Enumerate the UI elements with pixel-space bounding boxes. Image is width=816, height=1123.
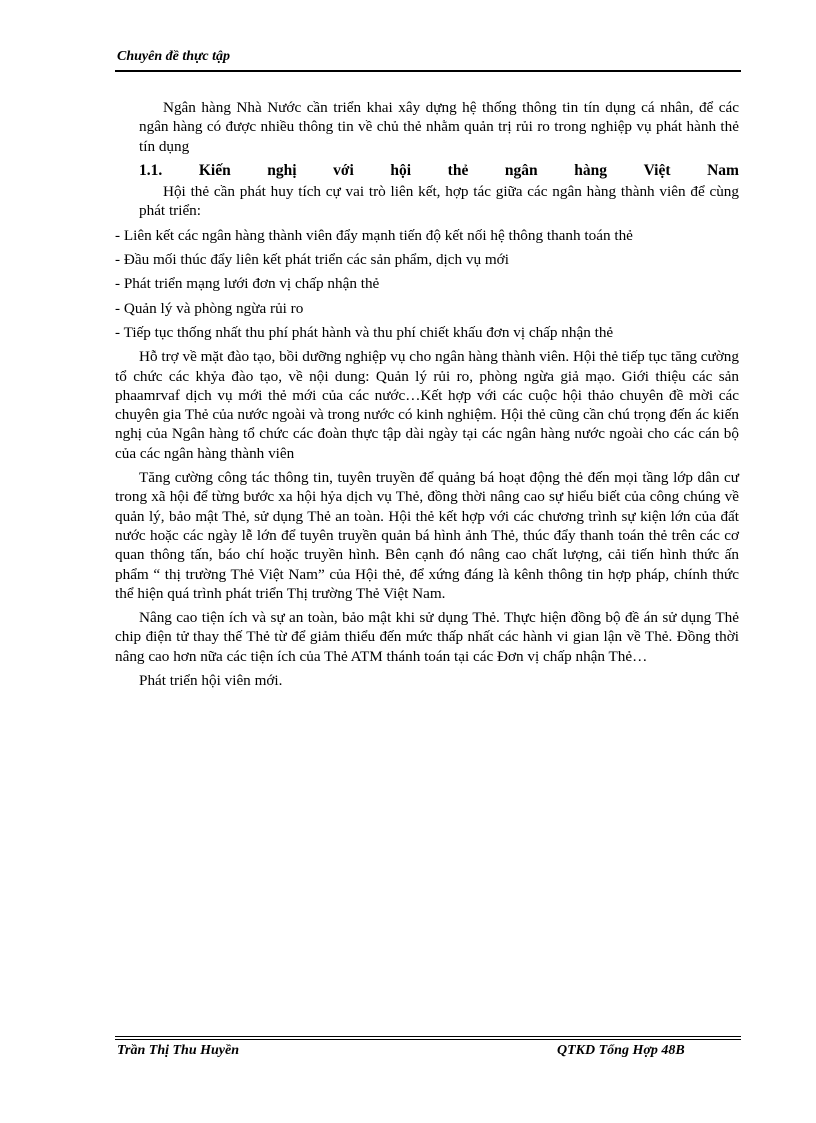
footer-class: QTKD Tổng Hợp 48B bbox=[557, 1043, 685, 1058]
footer-rule-double bbox=[115, 1039, 741, 1040]
section-heading bbox=[139, 161, 739, 180]
paragraph-membership: Hội thẻ cần phát huy tích cự vai trò liên kết, hợp tác giữa các ngân hàng thành viên để cùng phát triển: bbox=[139, 183, 739, 220]
list-item: - Đầu mối thúc đẩy liên kết phát triển các sản phẩm, dịch vụ mới bbox=[115, 251, 509, 269]
heading-word: hội bbox=[390, 161, 412, 179]
list-item: - Tiếp tục thống nhất thu phí phát hành và thu phí chiết khấu đơn vị chấp nhận thẻ bbox=[115, 323, 614, 341]
footer-rule bbox=[115, 1036, 741, 1037]
heading-word: Việt bbox=[643, 161, 671, 179]
footer-author: Trần Thị Thu Huyền bbox=[117, 1043, 240, 1058]
paragraph-security: Nâng cao tiện ích và sự an toàn, bảo mật khi sử dụng Thẻ. Thực hiện đồng bộ đề án sử dụng Thẻ chip điện tử thay thế Thẻ từ để giảm thiểu đến mức thấp nhất các hành vi gian lận về Thẻ. Đồng thời nâng cao hơn nữa các tiện ích của Thẻ ATM thánh toán tại các Đơn vị chấp nhận Thẻ… bbox=[115, 609, 739, 665]
heading-number: 1.1. bbox=[139, 161, 163, 179]
heading-word: Kiến bbox=[198, 161, 231, 179]
intro-paragraph: Ngân hàng Nhà Nước cần triển khai xây dựng hệ thống thông tin tín dụng cá nhân, để các ngân hàng có được nhiều thông tin về chủ thẻ nhằm quản trị rủi ro trong nghiệp vụ phát hành thẻ tín dụng bbox=[139, 99, 739, 155]
list-item: - Liên kết các ngân hàng thành viên đẩy mạnh tiến độ kết nối hệ thông thanh toán thẻ bbox=[115, 226, 633, 244]
paragraph-training: Hỗ trợ về mặt đào tạo, bồi dưỡng nghiệp vụ cho ngân hàng thành viên. Hội thẻ tiếp tục tăng cường tổ chức các khỷa đào tạo, về nội dung: Quản lý rủi ro, phòng ngừa giả mạo. Giới thiệu các sản phaamrvaf dịch vụ mới thẻ mới của các nước…Kết hợp với các cuộc hội thảo chuyên đề mời các chuyên gia Thẻ của nước ngoài và trong nước có kinh nghiệm. Hội thẻ cũng cần chú trọng đến ác kiến nghị của Ngân hàng tổ chức các đoàn thực tập dài ngày tại các ngân hàng nước ngoài cho các cán bộ của các ngân hàng thành viên bbox=[115, 348, 739, 462]
heading-word: Nam bbox=[707, 161, 739, 179]
header-title: Chuyên đề thực tập bbox=[117, 49, 231, 64]
heading-word: hàng bbox=[574, 161, 607, 179]
heading-word: ngân bbox=[504, 161, 538, 179]
header-rule bbox=[115, 70, 741, 72]
list-item: - Quản lý và phòng ngừa rủi ro bbox=[115, 299, 304, 317]
paragraph-communication: Tăng cường công tác thông tin, tuyên truyền để quảng bá hoạt động thẻ đến mọi tầng lớp dân cư trong xã hội để từng bước xa hội hỷa dịch vụ Thẻ, đồng thời nâng cao sự hiểu biết của công chúng về quản lý, bảo mật Thẻ, sử dụng Thẻ an toàn. Hội thẻ kết hợp với các chương trình sự kiện lớn của đất nước hoặc các ngày lễ lớn để tuyên truyền quản bá hình ảnh Thẻ, thúc đẩy thanh toán thẻ trên các cơ quan thông tấn, báo chí hoặc truyền hình. Bên cạnh đó nâng cao chất lượng, cải tiến hình thức ấn phẩm “ thị trường Thẻ Việt Nam” của Hội thẻ, để xứng đáng là kênh thông tin hợp pháp, chính thức thể hiện quá trình phát triển Thị trường Thẻ Việt Nam. bbox=[115, 469, 739, 602]
paragraph-members: Phát triển hội viên mới. bbox=[139, 672, 283, 690]
heading-word: thẻ bbox=[447, 161, 469, 179]
heading-word: với bbox=[333, 161, 354, 179]
list-item: - Phát triển mạng lưới đơn vị chấp nhận thẻ bbox=[115, 275, 380, 293]
document-body bbox=[115, 98, 739, 695]
heading-word: nghị bbox=[267, 161, 297, 179]
